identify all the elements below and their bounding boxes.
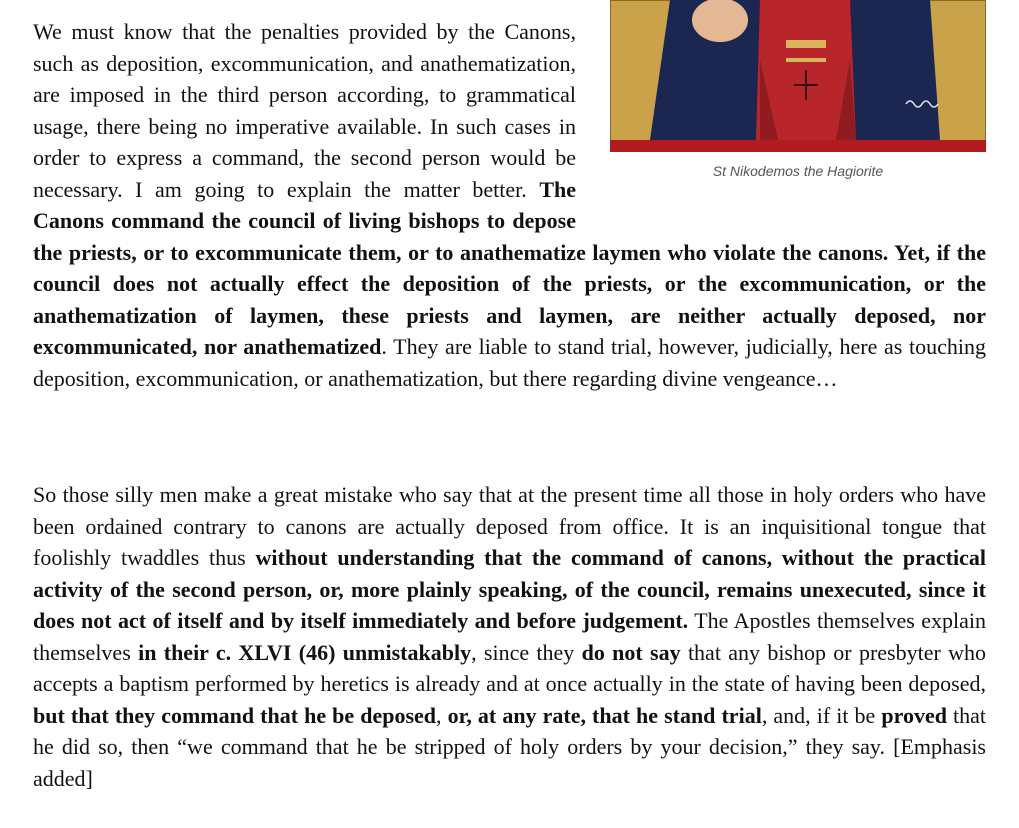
paragraph-1-text: . They are liable to stand trial, however, judicially, here as touching deposition, excommunication, or anathematization, but there regarding divine vengeance… bbox=[33, 334, 986, 391]
paragraph-2-text: that he did so, then “we command that he be stripped of holy orders by your decision,” they say. [Emphasis added] bbox=[33, 702, 987, 791]
paragraph-2-text: , and, if it be bbox=[761, 702, 882, 728]
paragraph-2-text: , since they bbox=[471, 639, 582, 665]
paragraph-2 bbox=[33, 479, 986, 794]
paragraph-2-emphasis: or, at any rate, that he stand trial bbox=[447, 702, 762, 728]
paragraph-1-emphasis: The Canons command the council of living bishops to depose the priests, or to excommunicate them, or to anathematize laymen who violate the canons. Yet, if the council does not actually effect the deposition of the priests, or the excommunication, or the anathematization of laymen, these priests and laymen, are neither actually deposed, nor excommunicated, nor anathematized bbox=[33, 176, 986, 359]
paragraph-2-text: So those silly men make a great mistake who say that at the present time all those in holy orders who have been ordained contrary to canons are actually deposed from office. It is an inquisitional tongue that foolishly twaddles thus bbox=[33, 482, 986, 570]
paragraph-2-emphasis: without understanding that the command of canons, without the practical activity of the second person, or, more plainly speaking, of the council, remains unexecuted, since it does not act of itself and by itself immediately and before judgement. bbox=[33, 545, 986, 633]
paragraph-2-text: , bbox=[436, 702, 448, 728]
paragraph-1 bbox=[33, 16, 986, 394]
paragraph-2-emphasis: but that they command that he be deposed bbox=[33, 702, 437, 728]
paragraph-2-emphasis: proved bbox=[881, 702, 947, 728]
paragraph-2-text: The Apostles themselves explain themselves bbox=[33, 608, 986, 665]
paragraph-2-emphasis: do not say bbox=[581, 639, 681, 665]
figure-caption: St Nikodemos the Hagiorite bbox=[712, 163, 884, 179]
paragraph-1-text: We must know that the penalties provided by the Canons, such as deposition, excommunication, and anathematization, are imposed in the third person according, to grammatical usage, there being no imperative available. In such cases in order to express a command, the second person would be necessary. I am going to explain the matter better. bbox=[33, 19, 576, 202]
paragraph-2-emphasis: in their c. XLVI (46) unmistakably bbox=[138, 639, 472, 665]
paragraph-2-text: that any bishop or presbyter who accepts a baptism performed by heretics is already and at once actually in the state of having been deposed, bbox=[33, 639, 987, 696]
float-spacer bbox=[576, 16, 986, 216]
